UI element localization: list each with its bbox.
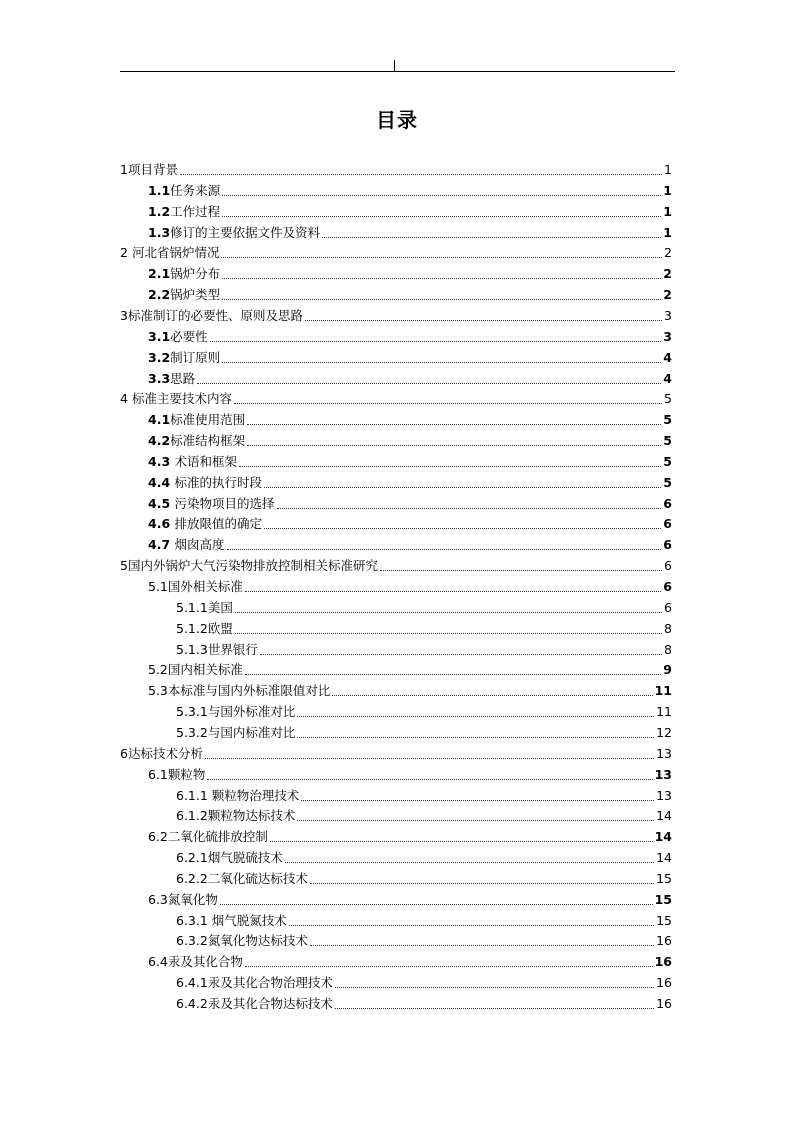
toc-entry[interactable] <box>148 181 672 201</box>
toc-entry-title: 必要性 <box>170 328 208 344</box>
toc-entry-page: 4 <box>663 370 672 386</box>
toc-entry-page: 11 <box>654 683 672 699</box>
toc-dot-leader <box>210 341 662 342</box>
toc-dot-leader <box>227 549 662 550</box>
toc-entry-title: 修订的主要依据文件及资料 <box>170 224 321 240</box>
toc-entry-title: 思路 <box>170 370 196 386</box>
toc-entry-page: 2 <box>663 287 672 303</box>
toc-entry[interactable] <box>120 243 672 263</box>
toc-entry[interactable] <box>148 535 672 555</box>
toc-entry-number: 6.4.1 <box>176 975 208 991</box>
toc-entry[interactable] <box>148 202 672 222</box>
toc-entry-page: 16 <box>656 933 672 949</box>
toc-entry[interactable] <box>176 848 672 868</box>
toc-entry-page: 15 <box>654 891 672 907</box>
toc-entry[interactable] <box>120 160 672 180</box>
toc-entry[interactable] <box>148 577 672 597</box>
toc-entry-page: 16 <box>656 975 672 991</box>
toc-entry-number: 6.1.2 <box>176 808 208 824</box>
toc-entry-page: 8 <box>664 641 672 657</box>
toc-dot-leader <box>297 737 654 738</box>
toc-entry-number: 6.2.2 <box>176 870 208 886</box>
toc-entry-page: 16 <box>656 996 672 1011</box>
toc-entry[interactable] <box>120 744 672 764</box>
toc-entry-page: 5 <box>663 453 672 469</box>
toc-entry[interactable] <box>176 619 672 639</box>
toc-entry[interactable] <box>120 306 672 326</box>
toc-dot-leader <box>297 820 654 821</box>
toc-entry-page: 9 <box>663 662 672 678</box>
toc-dot-leader <box>335 1008 654 1009</box>
toc-entry-title: 项目背景 <box>127 162 178 177</box>
toc-dot-leader <box>245 966 653 967</box>
toc-entry-number: 4.7 <box>148 537 175 553</box>
toc-dot-leader <box>197 383 661 384</box>
toc-entry-number: 4.2 <box>148 433 171 449</box>
toc-entry-title: 颗粒物达标技术 <box>207 808 296 824</box>
toc-entry-page: 6 <box>663 495 672 511</box>
toc-entry[interactable] <box>148 660 672 680</box>
toc-entry-page: 1 <box>664 162 672 177</box>
toc-entry-page: 8 <box>664 620 672 636</box>
toc-dot-leader <box>207 779 652 780</box>
toc-entry-page: 15 <box>656 912 672 928</box>
toc-entry-title: 氮氧化物 <box>167 891 218 907</box>
toc-entry-number: 6 <box>120 745 128 761</box>
toc-entry[interactable] <box>148 285 672 305</box>
toc-entry-title: 国内外锅炉大气污染物排放控制相关标准研究 <box>127 558 378 574</box>
toc-entry-page: 1 <box>663 203 672 219</box>
toc-entry-number: 5.1.3 <box>176 641 208 657</box>
toc-entry-number: 6.3.1 <box>176 912 212 928</box>
toc-entry-page: 6 <box>663 537 672 553</box>
toc-entry-page: 13 <box>656 745 672 761</box>
toc-entry-title: 达标技术分析 <box>127 745 203 761</box>
toc-entry-number: 4.5 <box>148 495 175 511</box>
toc-dot-leader <box>305 320 662 321</box>
toc-dot-leader <box>380 570 662 571</box>
toc-entry-page: 1 <box>663 224 672 240</box>
toc-dot-leader <box>260 654 662 655</box>
toc-entry[interactable] <box>148 327 672 347</box>
toc-dot-leader <box>222 299 661 300</box>
toc-dot-leader <box>235 612 662 613</box>
toc-dot-leader <box>222 195 661 196</box>
toc-dot-leader <box>322 237 661 238</box>
toc-entry-title: 烟气脱氮技术 <box>211 912 287 928</box>
toc-entry-title: 标准主要技术内容 <box>131 391 232 407</box>
toc-entry-page: 6 <box>664 599 672 615</box>
toc-entry[interactable] <box>176 806 672 826</box>
toc-entry-title: 锅炉分布 <box>170 266 221 282</box>
toc-entry-page: 2 <box>663 266 672 282</box>
toc-entry-title: 任务来源 <box>170 182 221 198</box>
toc-dot-leader <box>220 904 653 905</box>
toc-entry[interactable] <box>176 723 672 743</box>
toc-entry-number: 2.1 <box>148 266 171 282</box>
toc-entry-page: 11 <box>656 704 672 720</box>
toc-dot-leader <box>239 466 661 467</box>
toc-dot-leader <box>270 841 653 842</box>
toc-entry-number: 3.3 <box>148 370 171 386</box>
toc-entry-page: 16 <box>654 954 672 970</box>
toc-dot-leader <box>264 487 661 488</box>
toc-entry-number: 4.3 <box>148 453 175 469</box>
toc-entry-page: 13 <box>656 787 672 803</box>
toc-entry-title: 与国外标准对比 <box>207 704 296 720</box>
toc-entry-title: 欧盟 <box>207 620 233 636</box>
toc-entry-title: 河北省锅炉情况 <box>131 245 220 261</box>
toc-entry-page: 6 <box>664 558 672 574</box>
toc-entry-number: 5.1 <box>148 579 168 594</box>
toc-entry-number: 6.4 <box>148 954 168 970</box>
toc-entry-page: 15 <box>656 870 672 886</box>
toc-entry-title: 二氧化硫排放控制 <box>167 829 268 845</box>
toc-entry[interactable] <box>148 765 672 785</box>
toc-entry[interactable] <box>148 410 672 430</box>
toc-entry-title: 汞及其化合物治理技术 <box>207 975 333 991</box>
toc-entry-number: 5.3.2 <box>176 724 208 740</box>
toc-entry-page: 14 <box>656 808 672 824</box>
toc-entry-page: 3 <box>664 307 672 323</box>
toc-dot-leader <box>285 862 654 863</box>
toc-entry-page: 1 <box>663 182 672 198</box>
toc-entry-title: 二氧化硫达标技术 <box>207 870 308 886</box>
toc-entry[interactable] <box>148 264 672 284</box>
toc-entry[interactable] <box>148 452 672 472</box>
toc-entry-page: 5 <box>663 474 672 490</box>
toc-entry-number: 6.2.1 <box>176 850 208 866</box>
toc-entry-title: 汞及其化合物 <box>167 954 243 970</box>
toc-entry-number: 1.3 <box>148 224 171 240</box>
toc-dot-leader <box>235 633 662 634</box>
toc-entry-number: 6.2 <box>148 829 168 845</box>
toc-entry[interactable] <box>148 348 672 368</box>
toc-entry-number: 3 <box>120 307 128 323</box>
toc-entry-number: 4.1 <box>148 412 171 428</box>
toc-entry-number: 6.3.2 <box>176 933 208 949</box>
toc-dot-leader <box>222 216 661 217</box>
toc-entry-title: 锅炉类型 <box>170 287 221 303</box>
toc-entry[interactable] <box>148 681 672 701</box>
toc-entry-title: 汞及其化合物达标技术 <box>207 996 333 1011</box>
toc-entry[interactable] <box>148 890 672 910</box>
toc-entry-number: 1.1 <box>148 182 171 198</box>
toc-entry[interactable] <box>120 389 672 409</box>
toc-entry-number: 2.2 <box>148 287 171 303</box>
header-page-mark <box>394 60 395 71</box>
toc-entry-number: 6.3 <box>148 891 168 907</box>
toc-entry-number: 5.3.1 <box>176 704 208 720</box>
toc-entry-page: 6 <box>663 516 672 532</box>
toc-dot-leader <box>221 257 662 258</box>
toc-dot-leader <box>335 987 654 988</box>
toc-entry-number: 4.6 <box>148 516 175 532</box>
toc-entry[interactable] <box>148 369 672 389</box>
toc-dot-leader <box>277 508 662 509</box>
toc-entry-number: 5.2 <box>148 662 168 678</box>
toc-dot-leader <box>332 695 652 696</box>
toc-entry[interactable] <box>148 431 672 451</box>
toc-entry[interactable] <box>176 640 672 660</box>
toc-entry[interactable] <box>148 494 672 514</box>
toc-entry-number: 3.2 <box>148 349 171 365</box>
toc-dot-leader <box>301 800 654 801</box>
toc-dot-leader <box>289 925 654 926</box>
toc-entry-number: 1.2 <box>148 203 171 219</box>
toc-entry-number: 6.4.2 <box>176 996 208 1011</box>
toc-dot-leader <box>222 278 661 279</box>
toc-dot-leader <box>222 362 661 363</box>
toc-entry-title: 烟气脱硫技术 <box>207 850 283 866</box>
toc-dot-leader <box>297 716 654 717</box>
toc-entry-title: 标准的执行时段 <box>174 474 263 490</box>
toc-entry[interactable] <box>148 223 672 243</box>
toc-entry-number: 3.1 <box>148 328 171 344</box>
page-title: 目录 <box>376 108 418 132</box>
toc-entry-page: 4 <box>663 349 672 365</box>
toc-entry[interactable] <box>176 911 672 931</box>
toc-entry-title: 工作过程 <box>170 203 221 219</box>
toc-entry-number: 1 <box>120 162 128 177</box>
toc-entry-title: 美国 <box>207 599 233 615</box>
toc-entry-title: 污染物项目的选择 <box>174 495 275 511</box>
toc-entry-title: 制订原则 <box>170 349 221 365</box>
toc-entry-page: 6 <box>663 579 672 594</box>
toc-entry-title: 烟囱高度 <box>174 537 225 553</box>
toc-entry-page: 3 <box>663 328 672 344</box>
toc-entry-number: 4 <box>120 391 132 407</box>
toc-entry[interactable] <box>148 514 672 534</box>
toc-entry-page: 13 <box>654 766 672 782</box>
toc-entry-page: 14 <box>654 829 672 845</box>
toc-entry[interactable] <box>148 952 672 972</box>
toc-dot-leader <box>245 591 661 592</box>
toc-entry[interactable] <box>120 556 672 576</box>
toc-entry-number: 6.1 <box>148 766 168 782</box>
toc-entry-title: 本标准与国内外标准限值对比 <box>167 683 331 699</box>
toc-entry-page: 5 <box>664 391 672 407</box>
toc-entry-number: 5.1.2 <box>176 620 208 636</box>
toc-entry-page: 2 <box>664 245 672 261</box>
toc-entry-title: 国外相关标准 <box>167 579 243 594</box>
toc-entry-title: 国内相关标准 <box>167 662 243 678</box>
toc-entry[interactable] <box>176 973 672 993</box>
toc-dot-leader <box>264 528 661 529</box>
toc-entry-number: 5.1.1 <box>176 599 208 615</box>
toc-entry-title: 标准使用范围 <box>170 412 246 428</box>
toc-entry-page: 5 <box>663 433 672 449</box>
toc-entry-title: 与国内标准对比 <box>207 724 296 740</box>
toc-entry[interactable] <box>176 994 672 1014</box>
toc-entry-number: 5 <box>120 558 128 574</box>
toc-entry-title: 排放限值的确定 <box>174 516 263 532</box>
toc-entry[interactable] <box>176 786 672 806</box>
toc-dot-leader <box>234 403 662 404</box>
toc-entry-title: 世界银行 <box>207 641 258 657</box>
toc-dot-leader <box>247 445 661 446</box>
header-rule <box>120 71 675 72</box>
toc-entry[interactable] <box>148 473 672 493</box>
toc-dot-leader <box>245 674 661 675</box>
toc-dot-leader <box>180 174 662 175</box>
toc-entry[interactable] <box>176 931 672 951</box>
toc-entry-number: 2 <box>120 245 132 261</box>
toc-entry[interactable] <box>176 702 672 722</box>
toc-dot-leader <box>310 883 654 884</box>
toc-entry[interactable] <box>148 827 672 847</box>
toc-dot-leader <box>310 945 654 946</box>
toc-entry-title: 标准制订的必要性、原则及思路 <box>127 307 303 323</box>
toc-entry-number: 5.3 <box>148 683 168 699</box>
toc-entry-page: 5 <box>663 412 672 428</box>
toc-entry-title: 颗粒物 <box>167 766 206 782</box>
toc-dot-leader <box>247 424 661 425</box>
toc-entry-number: 4.4 <box>148 474 175 490</box>
toc-entry-page: 12 <box>656 724 672 740</box>
toc-entry[interactable] <box>176 869 672 889</box>
toc-entry[interactable] <box>176 598 672 618</box>
toc-entry-number: 6.1.1 <box>176 787 212 803</box>
toc-entry-title: 颗粒物治理技术 <box>211 787 300 803</box>
toc-dot-leader <box>205 758 654 759</box>
toc-entry-page: 14 <box>656 850 672 866</box>
toc-entry-title: 氮氧化物达标技术 <box>207 933 308 949</box>
toc-entry-title: 术语和框架 <box>174 453 238 469</box>
toc-entry-title: 标准结构框架 <box>170 433 246 449</box>
